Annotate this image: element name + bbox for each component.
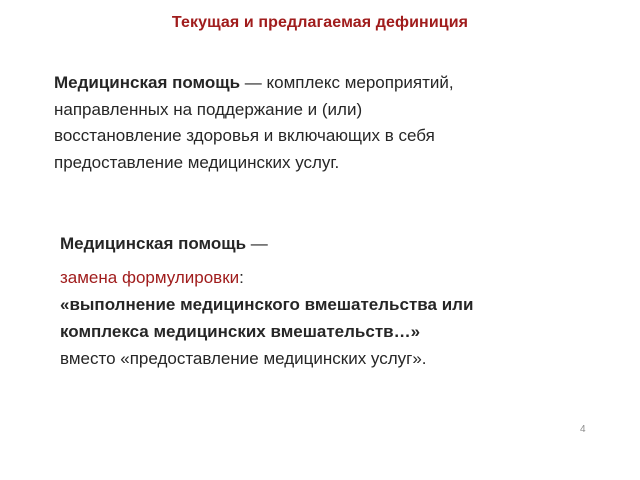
- proposed-definition: [60, 230, 620, 372]
- page-number: 4: [580, 424, 586, 435]
- slide-title: Текущая и предлагаемая дефиниция: [171, 14, 469, 31]
- current-definition-text: — комплекс мероприятий,: [240, 73, 454, 92]
- proposed-definition-heading: [60, 230, 620, 257]
- spacer: [60, 257, 620, 264]
- proposed-definition-dash: —: [246, 234, 268, 253]
- current-definition-term: Медицинская помощь: [54, 73, 241, 92]
- change-line: [60, 264, 620, 291]
- proposed-definition-term: Медицинская помощь: [60, 234, 247, 253]
- instead-of-line: вместо «предоставление медицинских услуг».: [60, 349, 427, 368]
- current-definition-line-2: направленных на поддержание и (или): [54, 99, 363, 119]
- current-definition-line-4: предоставление медицинских услуг.: [54, 152, 340, 172]
- new-wording-line-1: «выполнение медицинского вмешательства или: [60, 295, 474, 314]
- current-definition-line-1: [54, 70, 614, 97]
- current-definition: [54, 70, 614, 176]
- change-label: замена формулировки: [60, 268, 240, 287]
- change-colon: :: [239, 268, 244, 287]
- new-wording-line-2: комплекса медицинских вмешательств…»: [60, 322, 421, 341]
- current-definition-line-3: восстановление здоровья и включающих в себя: [54, 126, 435, 145]
